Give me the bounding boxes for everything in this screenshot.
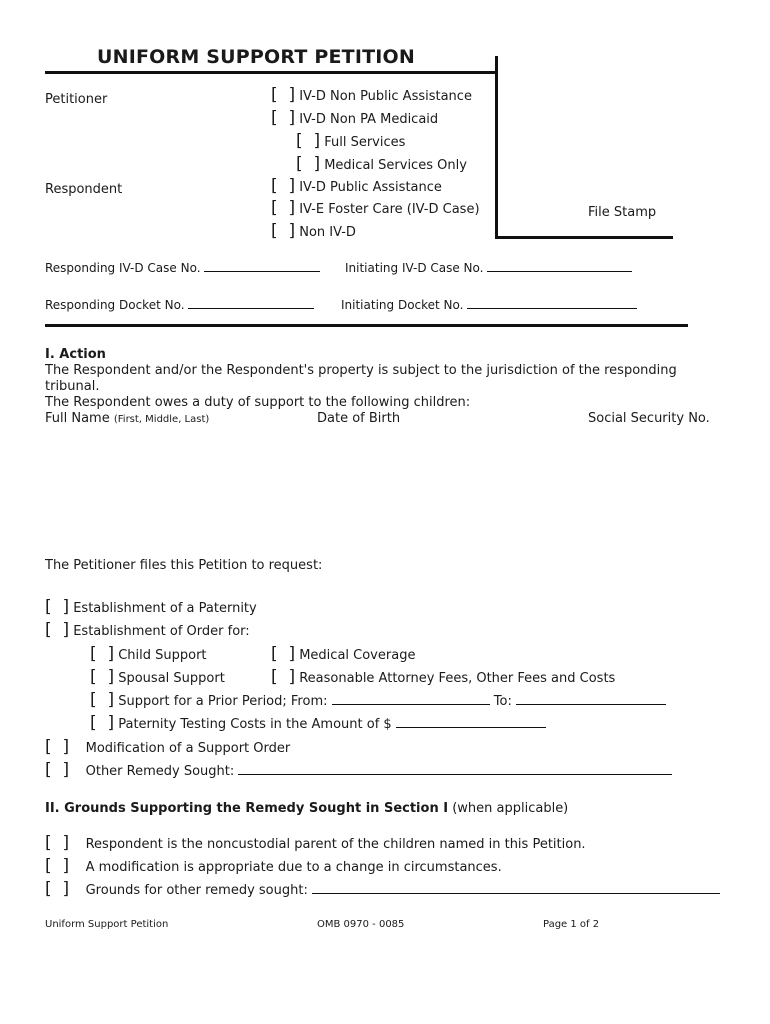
checkbox-label: Modification of a Support Order (85, 741, 291, 756)
checkbox-label: Paternity Testing Costs in the Amount of $ (118, 717, 392, 732)
checkbox[interactable]: [ ] (45, 620, 70, 640)
initiating-case-field[interactable] (345, 259, 632, 275)
stamp-box-left-border (495, 56, 498, 239)
checkbox[interactable]: [ ] (296, 131, 321, 151)
column-full-name-hint: (First, Middle, Last) (113, 414, 210, 425)
column-full-name-label: Full Name (45, 411, 110, 426)
checkbox[interactable]: [ ] (271, 108, 296, 128)
section1-children-intro: The Respondent owes a duty of support to the following children: (45, 395, 471, 410)
testing-amount-input[interactable] (396, 715, 546, 728)
checkbox[interactable]: [ ] (90, 667, 115, 687)
section2-heading-text: II. Grounds Supporting the Remedy Sought in Section I (45, 801, 449, 816)
initiating-docket-field[interactable] (341, 296, 637, 312)
checkbox[interactable]: [ ] (271, 644, 296, 664)
checkbox-label: Grounds for other remedy sought: (85, 883, 308, 898)
checkbox-label: Other Remedy Sought: (85, 764, 235, 779)
stamp-box-bottom-border (495, 236, 673, 239)
option-prior-period[interactable] (90, 692, 666, 709)
checkbox[interactable]: [ ] (90, 644, 115, 664)
section-divider (45, 324, 688, 327)
initiating-docket-label: Initiating Docket No. (341, 298, 464, 312)
column-date-of-birth: Date of Birth (317, 411, 401, 426)
checkbox[interactable]: [ ] (45, 856, 70, 876)
title-underline (45, 71, 497, 74)
checkbox-label: Full Services (324, 135, 406, 150)
checkbox-label: A modification is appropriate due to a change in circumstances. (85, 860, 502, 875)
checkbox-label: IV-D Non Public Assistance (299, 89, 472, 104)
option-spousal-support[interactable] (90, 669, 225, 686)
footer-form-name: Uniform Support Petition (45, 919, 169, 930)
checkbox-label: Medical Services Only (324, 158, 467, 173)
checkbox-label: Establishment of a Paternity (73, 601, 257, 616)
page-title: UNIFORM SUPPORT PETITION (97, 46, 415, 68)
option-paternity[interactable] (45, 599, 257, 616)
checkbox-label: Medical Coverage (299, 648, 416, 663)
checkbox[interactable]: [ ] (271, 198, 296, 218)
prior-period-from-input[interactable] (332, 692, 490, 705)
checkbox[interactable]: [ ] (45, 597, 70, 617)
ground-noncustodial[interactable] (45, 835, 586, 852)
checkbox[interactable]: [ ] (271, 176, 296, 196)
footer-omb-number: OMB 0970 - 0085 (317, 919, 405, 930)
section1-text: The Respondent and/or the Respondent's property is subject to the jurisdiction of the responding (45, 363, 677, 378)
initiating-case-input[interactable] (487, 259, 632, 272)
checkbox[interactable]: [ ] (90, 690, 115, 710)
checkbox[interactable]: [ ] (45, 737, 70, 757)
checkbox[interactable]: [ ] (90, 713, 115, 733)
option-child-support[interactable] (90, 646, 207, 663)
responding-docket-input[interactable] (188, 296, 314, 309)
checkbox[interactable]: [ ] (45, 879, 70, 899)
option-modification[interactable] (45, 739, 290, 756)
responding-case-input[interactable] (204, 259, 320, 272)
prior-period-to-label: To: (493, 694, 512, 709)
checkbox-label: Support for a Prior Period; From: (118, 694, 328, 709)
request-intro: The Petitioner files this Petition to request: (45, 558, 323, 573)
checkbox[interactable]: [ ] (296, 154, 321, 174)
responding-docket-label: Responding Docket No. (45, 298, 185, 312)
checkbox-label: Establishment of Order for: (73, 624, 250, 639)
case-type-ivd-pa[interactable] (271, 178, 442, 195)
responding-case-label: Responding IV-D Case No. (45, 261, 201, 275)
other-grounds-input[interactable] (312, 881, 720, 894)
initiating-case-label: Initiating IV-D Case No. (345, 261, 484, 275)
file-stamp-label: File Stamp (588, 205, 657, 220)
section1-text-cont: tribunal. (45, 379, 100, 394)
checkbox-label: IV-D Public Assistance (299, 180, 442, 195)
case-type-full-services[interactable] (296, 133, 405, 150)
responding-case-field[interactable] (45, 259, 320, 275)
checkbox[interactable]: [ ] (271, 85, 296, 105)
option-attorney-fees[interactable] (271, 669, 615, 686)
checkbox-label: Child Support (118, 648, 207, 663)
checkbox-label: IV-D Non PA Medicaid (299, 112, 439, 127)
case-type-ivd-npa[interactable] (271, 87, 472, 104)
case-type-medical-only[interactable] (296, 156, 467, 173)
section1-heading: I. Action (45, 347, 106, 362)
ground-modification[interactable] (45, 858, 502, 875)
checkbox-label: Respondent is the noncustodial parent of the children named in this Petition. (85, 837, 586, 852)
petitioner-label: Petitioner (45, 92, 108, 107)
initiating-docket-input[interactable] (467, 296, 637, 309)
checkbox[interactable]: [ ] (271, 221, 296, 241)
column-full-name (45, 411, 209, 426)
section2-heading-note: (when applicable) (452, 801, 569, 816)
checkbox-label: Non IV-D (299, 225, 356, 240)
ground-other[interactable] (45, 881, 720, 898)
other-remedy-input[interactable] (238, 762, 672, 775)
option-order[interactable] (45, 622, 250, 639)
option-medical-coverage[interactable] (271, 646, 415, 663)
case-type-ivd-non-pa-medicaid[interactable] (271, 110, 438, 127)
column-ssn: Social Security No. (588, 411, 710, 426)
footer-page-number: Page 1 of 2 (543, 919, 600, 930)
respondent-label: Respondent (45, 182, 123, 197)
checkbox-label: Spousal Support (118, 671, 225, 686)
prior-period-to-input[interactable] (516, 692, 666, 705)
checkbox-label: IV-E Foster Care (IV-D Case) (299, 202, 480, 217)
checkbox[interactable]: [ ] (45, 833, 70, 853)
case-type-non-ivd[interactable] (271, 223, 356, 240)
option-paternity-testing[interactable] (90, 715, 546, 732)
checkbox[interactable]: [ ] (45, 760, 70, 780)
option-other-remedy[interactable] (45, 762, 672, 779)
case-type-ive-foster-care[interactable] (271, 200, 480, 217)
checkbox-label: Reasonable Attorney Fees, Other Fees and Costs (299, 671, 616, 686)
section2-heading (45, 801, 568, 816)
responding-docket-field[interactable] (45, 296, 314, 312)
checkbox[interactable]: [ ] (271, 667, 296, 687)
